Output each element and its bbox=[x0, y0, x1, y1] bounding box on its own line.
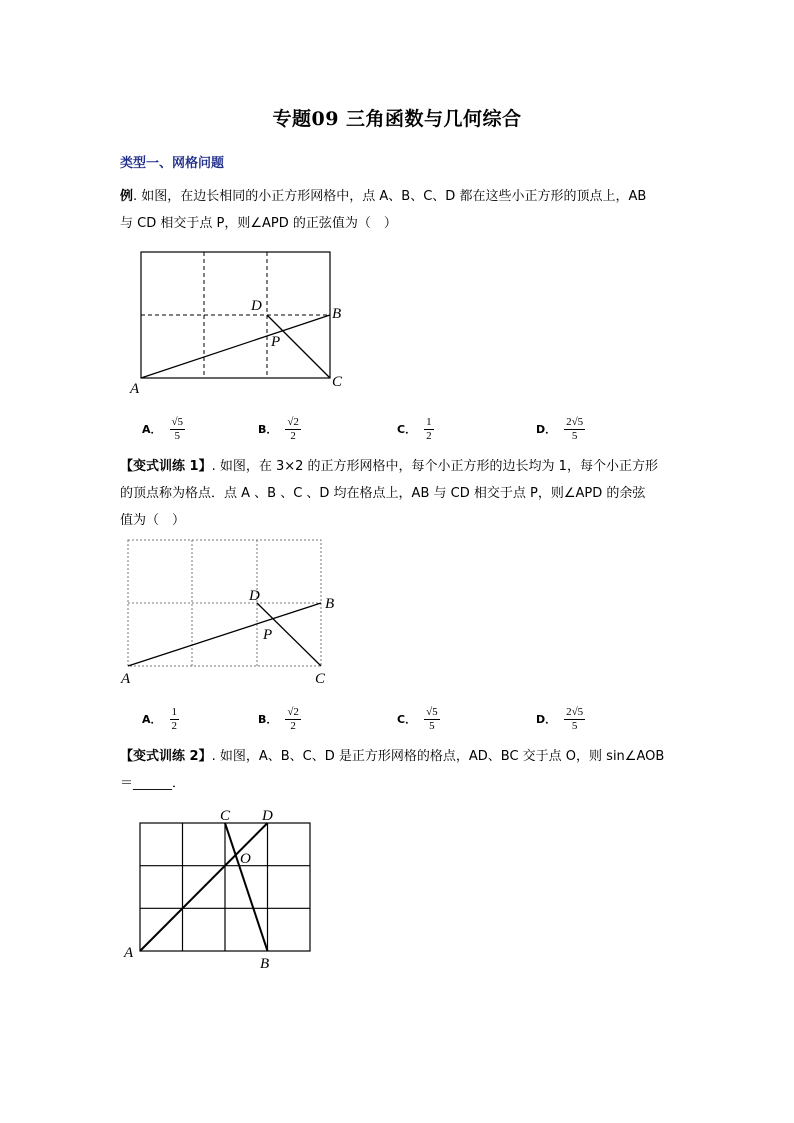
exercise1-option-c[interactable] bbox=[397, 702, 440, 736]
label-c: C bbox=[220, 808, 231, 824]
fraction bbox=[170, 706, 180, 733]
denominator: 2 bbox=[171, 719, 178, 732]
label-b: B bbox=[332, 306, 342, 322]
label-a: A bbox=[124, 945, 134, 961]
label-d: D bbox=[251, 298, 262, 314]
denominator: 2 bbox=[426, 429, 432, 442]
exercise1-options bbox=[142, 702, 702, 736]
denominator: 2 bbox=[290, 719, 296, 732]
denominator: 5 bbox=[571, 719, 578, 732]
example-options bbox=[142, 412, 702, 446]
section-heading: 类型一、网格问题 bbox=[120, 156, 225, 171]
exercise2-label: 【变式训练 2】 bbox=[120, 749, 212, 764]
numerator: √5 bbox=[171, 415, 184, 428]
fraction bbox=[424, 706, 440, 733]
example-text bbox=[120, 183, 676, 237]
numerator: √2 bbox=[287, 705, 299, 718]
option-letter: C． bbox=[397, 423, 417, 436]
fraction bbox=[424, 416, 434, 443]
example-option-d[interactable] bbox=[536, 412, 585, 446]
example-figure bbox=[128, 245, 358, 404]
fraction bbox=[170, 416, 186, 443]
label-c: C bbox=[315, 671, 326, 687]
exercise2-text-line-1: . 如图，A、B、C、D 是正方形网格的格点，AD、BC 交于点 O，则 sin∠AOB bbox=[211, 749, 665, 764]
example-text-line-1: . 如图，在边长相同的小正方形网格中，点 A、B、C、D 都在这些小正方形的顶点上，AB bbox=[133, 189, 647, 204]
option-letter: C． bbox=[397, 713, 417, 726]
numerator: 2√5 bbox=[566, 705, 584, 718]
option-letter: B． bbox=[258, 423, 278, 436]
denominator: 5 bbox=[174, 429, 181, 442]
fraction bbox=[564, 416, 585, 443]
label-a: A bbox=[130, 381, 140, 397]
fraction bbox=[285, 706, 301, 733]
exercise1-option-a[interactable] bbox=[142, 702, 179, 736]
segment-ab bbox=[141, 315, 330, 378]
fraction bbox=[564, 706, 585, 733]
numerator: 2√5 bbox=[566, 415, 584, 428]
segment-bc bbox=[225, 823, 268, 951]
example-line-2: 与 CD 相交于点 P，则∠APD 的正弦值为（ ） bbox=[120, 216, 397, 231]
label-a: A bbox=[121, 671, 131, 687]
exercise1-line-3: 值为（ ） bbox=[120, 513, 186, 528]
segment-ad bbox=[140, 823, 268, 951]
label-d: D bbox=[249, 588, 260, 604]
label-c: C bbox=[332, 374, 343, 390]
example-option-b[interactable] bbox=[258, 412, 301, 446]
example-label: 例 bbox=[120, 189, 134, 204]
exercise1-figure bbox=[117, 533, 352, 695]
label-o: O bbox=[240, 851, 251, 867]
option-letter: D． bbox=[536, 713, 557, 726]
example-option-c[interactable] bbox=[397, 412, 434, 446]
exercise2-line-1 bbox=[120, 743, 676, 770]
label-b: B bbox=[260, 956, 270, 972]
example-line-1 bbox=[120, 183, 676, 210]
segment-ab bbox=[128, 603, 321, 666]
option-letter: A． bbox=[142, 713, 162, 726]
exercise1-line-2: 的顶点称为格点．点 A 、B 、C 、D 均在格点上，AB 与 CD 相交于点 P，则∠APD 的余弦 bbox=[120, 486, 646, 501]
label-p: P bbox=[263, 627, 273, 643]
page-title: 专题09 三角函数与几何综合 bbox=[272, 108, 522, 130]
option-letter: D． bbox=[536, 423, 557, 436]
exercise2-line-2: ＝______． bbox=[120, 776, 186, 791]
exercise1-option-b[interactable] bbox=[258, 702, 301, 736]
option-letter: B． bbox=[258, 713, 278, 726]
numerator: 1 bbox=[426, 415, 432, 428]
exercise2-text bbox=[120, 743, 676, 797]
exercise1-text bbox=[120, 453, 676, 534]
option-letter: A． bbox=[142, 423, 162, 436]
exercise1-option-d[interactable] bbox=[536, 702, 585, 736]
label-d: D bbox=[262, 808, 273, 824]
label-b: B bbox=[325, 596, 335, 612]
exercise1-line-1 bbox=[120, 453, 676, 480]
example-option-a[interactable] bbox=[142, 412, 185, 446]
denominator: 2 bbox=[290, 429, 296, 442]
exercise1-text-line-1: . 如图，在 3×2 的正方形网格中，每个小正方形的边长均为 1，每个小正方形 bbox=[211, 459, 658, 474]
square-grid bbox=[140, 823, 310, 951]
fraction bbox=[285, 416, 301, 443]
denominator: 5 bbox=[571, 429, 578, 442]
numerator: 1 bbox=[171, 705, 178, 718]
numerator: √2 bbox=[287, 415, 299, 428]
exercise2-figure bbox=[120, 802, 330, 978]
label-p: P bbox=[271, 334, 281, 350]
exercise1-label: 【变式训练 1】 bbox=[120, 459, 212, 474]
denominator: 5 bbox=[429, 719, 435, 732]
numerator: √5 bbox=[426, 705, 438, 718]
